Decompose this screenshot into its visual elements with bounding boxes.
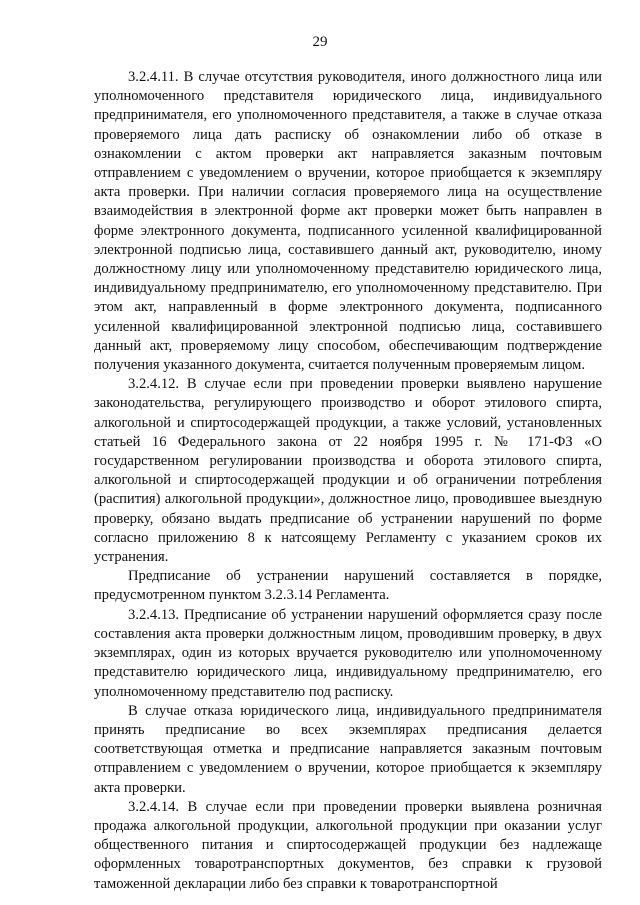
paragraph-3-2-4-14: 3.2.4.14. В случае если при проведении проверки выявлена розничная продажа алкогольной продукции, алкогольной продукции при оказании услуг общественного питания и спиртосодержащей продукции без надлежаще оформленных товаротранспортных документов, без справки к грузовой таможенной декларации либо без справки к товаротранспортной (94, 798, 602, 892)
page-number: 29 (312, 34, 328, 50)
paragraph-3-2-4-12: 3.2.4.12. В случае если при проведении проверки выявлено нарушение законодательства, регулирующего производство и оборот этилового спирта, алкогольной и спиртосодержащей продукции, а также условий, установленных статьей 16 Федерального закона от 22 ноября 1995 г. № 171-ФЗ «О государственном регулировании производства и оборота этилового спирта, алкогольной и спиртосодержащей продукции и об ограничении потребления (распития) алкогольной продукции», должностное лицо, проводившее выездную проверку, обязано выдать предписание об устранении нарушений по форме согласно приложению 8 к натсоящему Регламенту с указанием сроков их устранения. (94, 376, 602, 566)
document-body (94, 68, 602, 894)
paragraph-refusal-case: В случае отказа юридического лица, индивидуального предпринимателя принять предписание во всех экземплярах предписания делается соответствующая отметка и предписание направляется заказным почтовым отправлением с уведомлением о вручении, которое приобщается к экземпляру акта проверки. (94, 702, 602, 796)
paragraph-prescription-order: Предписание об устранении нарушений составляется в порядке, предусмотренном пунктом 3.2.3.14 Регламента. (94, 568, 602, 604)
paragraph-3-2-4-11: 3.2.4.11. В случае отсутствия руководителя, иного должностного лица или уполномоченного представителя юридического лица, индивидуального предпринимателя, его уполномоченного представителя, а также в случае отказа проверяемого лица дать расписку об ознакомлении либо об отказе в ознакомлении с актом проверки акт направляется заказным почтовым отправлением с уведомлением о вручении, которое приобщается к экземпляру акта проверки. При наличии согласия проверяемого лица на осуществление взаимодействия в электронной форме акт проверки может быть направлен в форме электронного документа, подписанного усиленной квалифицированной электронной подписью лица, составившего данный акт, руководителю, иному должностному лицу или уполномоченному представителю юридического лица, индивидуальному предпринимателю, его уполномоченному представителю. При этом акт, направленный в форме электронного документа, подписанного усиленной квалифицированной электронной подписью лица, составившего данный акт, проверяемому лицу способом, обеспечивающим подтверждение получения указанного документа, считается полученным проверяемым лицом. (94, 69, 602, 374)
paragraph-3-2-4-13: 3.2.4.13. Предписание об устранении нарушений оформляется сразу после составления акта проверки должностным лицом, проводившим проверку, в двух экземплярах, один из которых вручается руководителю или уполномоченному представителю юридического лица, индивидуальному предпринимателю, его уполномоченному представителю под расписку. (94, 606, 602, 700)
